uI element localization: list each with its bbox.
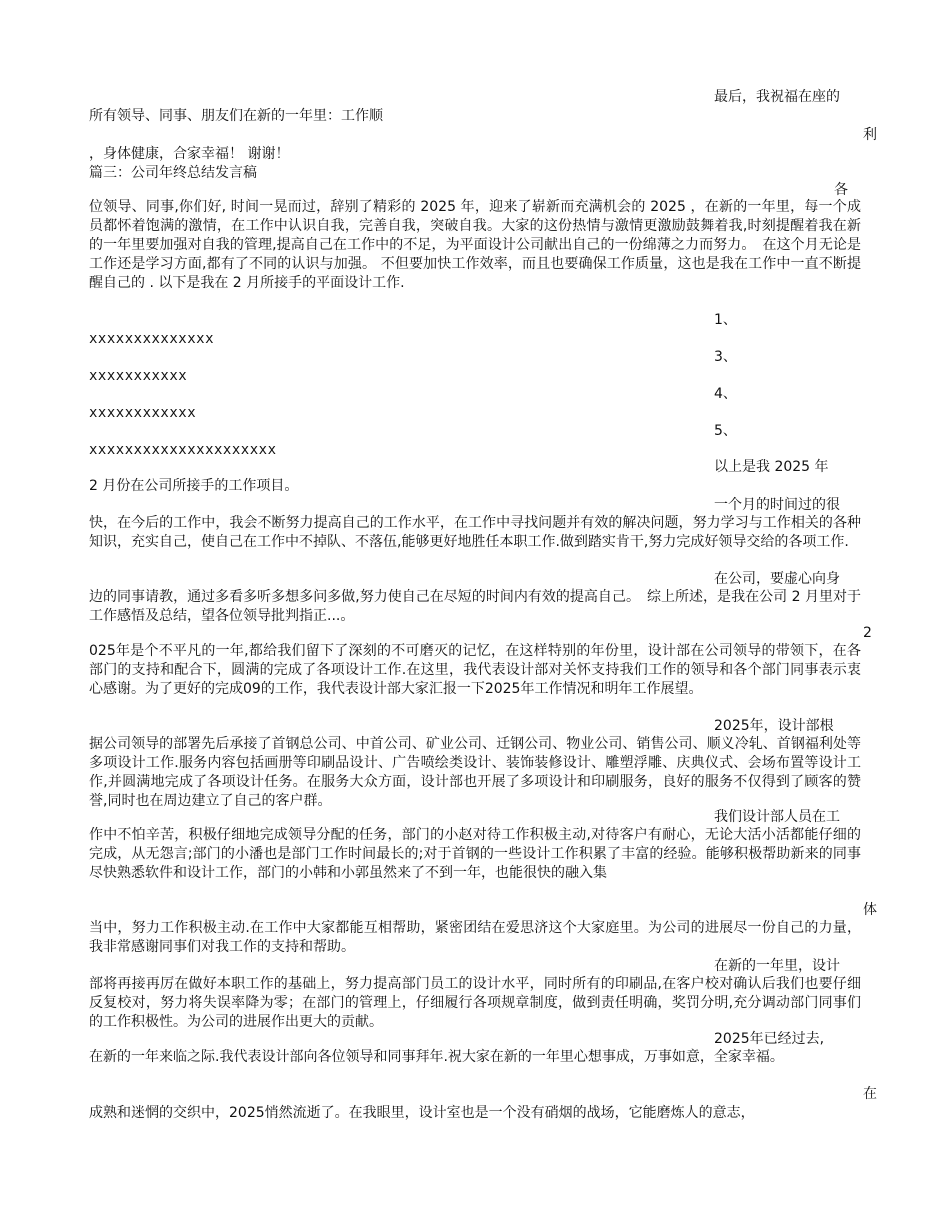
text-line: 所有领导、同事、朋友们在新的一年里：工作顺 [89, 108, 383, 124]
paragraph: 部将再接再厉在做好本职工作的基础上，努力提高部门员工的设计水平，同时所有的印刷品,在客户校对确认后我们也要仔细反复校对，努力将失误率降为零；在部门的管理上，仔细履行各项规章制度，做到责任明确，奖罚分明,充分调动部门同事们的工作积极性。为公司的进展作出更大的贡献。 [89, 976, 861, 1030]
paragraph: 据公司领导的部署先后承接了首钢总公司、中首公司、矿业公司、迁钢公司、物业公司、销售公司、顺义冷轧、首钢福利处等多项设计工作.服务内容包括画册等印刷品设计、广告喷绘类设计、装饰装修设计、雕塑浮雕、庆典仪式、会场布置等设计工作,并圆满地完成了各项设计任务。在服务大众方面，设计部也开展了多项设计和印刷服务，良好的服务不仅得到了顾客的赞誉,同时也在周边建立了自己的客户群。 [89, 736, 861, 809]
text-line: 2025年，设计部根 [714, 718, 834, 734]
text-line: 2 [863, 625, 872, 641]
paragraph: 快，在今后的工作中，我会不断努力提高自己的工作水平，在工作中寻找问题并有效的解决问题，努力学习与工作相关的各种知识，充实自己，使自己在工作中不掉队、不落伍,能够更好地胜任本职工作.做到踏实肯干,努力完成好领导交给的各项工作. [89, 515, 861, 550]
text-line: 体 [863, 902, 877, 918]
text-line: 2 月份在公司所接手的工作项目。 [89, 478, 299, 494]
paragraph: 位领导、同事,你们好, 时间一晃而过，辞别了精彩的 2025 年，迎来了崭新而充满机会的 2025 ，在新的一年里，每一个成员都怀着饱满的激情，在工作中认识自我，完善自我，突破自我。大家的这份热情与激情更激励鼓舞着我,时刻提醒着我在新的一年里要加强对自我的管理,提高自己在工作中的不足，为平面设计公司献出自己的一份绵薄之力而努力。 在这个月无论是工作还是学习方面,都有了不同的认识与加强。 不但要加快工作效率，而且也要确保工作质量，这也是我在工作中一直不断提醒自己的 . 以下是我在 2 月所接手的平面设计工作. [89, 199, 861, 291]
list-number: 3、 [714, 349, 737, 365]
text-line: 一个月的时间过的很 [714, 497, 840, 513]
list-number: 5、 [714, 423, 737, 439]
text-line: ，身体健康，合家幸福！ 谢谢！ [89, 146, 290, 162]
list-item-text: xxxxxxxxxxx [89, 368, 188, 384]
paragraph: 作中不怕辛苦，积极仔细地完成领导分配的任务，部门的小赵对待工作积极主动,对待客户有耐心，无论大活小活都能仔细的完成，从无怨言;部门的小潘也是部门工作时间最长的;对于首钢的一些设计工作积累了丰富的经验。能够积极帮助新来的同事尽快熟悉软件和设计工作，部门的小韩和小郭虽然来了不到一年，也能很快的融入集 [89, 827, 861, 881]
list-number: 4、 [714, 386, 737, 402]
paragraph: 边的同事请教，通过多看多听多想多问多做,努力使自己在尽短的时间内有效的提高自己。 综上所述，是我在公司 2 月里对于工作感悟及总结，望各位领导批判指正...。 [89, 589, 861, 624]
list-number: 1、 [714, 312, 737, 328]
text-line: 各 [834, 182, 848, 198]
paragraph: 成熟和迷惘的交织中，2025悄然流逝了。在我眼里，设计室也是一个没有硝烟的战场，它能磨炼人的意志， [89, 1105, 755, 1121]
text-line: 我们设计部人员在工 [714, 809, 840, 825]
section-heading: 篇三：公司年终总结发言稿 [89, 165, 257, 181]
list-item-text: xxxxxxxxxxxxxx [89, 331, 215, 347]
text-line: 2025年已经过去, [714, 1031, 825, 1047]
list-item-text: xxxxxxxxxxxxxxxxxxxxx [89, 442, 277, 458]
text-line: 在新的一年里，设计 [714, 958, 840, 974]
list-item-text: xxxxxxxxxxxx [89, 405, 197, 421]
paragraph: 在新的一年来临之际.我代表设计部向各位领导和同事拜年.祝大家在新的一年里心想事成，万事如意，全家幸福。 [89, 1049, 784, 1065]
text-line: 最后，我祝福在座的 [714, 89, 840, 105]
paragraph: 当中，努力工作积极主动.在工作中大家都能互相帮助，紧密团结在爱思济这个大家庭里。为公司的进展尽一份自己的力量，我非常感谢同事们对我工作的支持和帮助。 [89, 920, 861, 955]
text-line: 以上是我 2025 年 [714, 459, 829, 475]
text-line: 利 [863, 127, 877, 143]
text-line: 在公司，要虚心向身 [714, 571, 840, 587]
text-line: 在 [863, 1086, 877, 1102]
paragraph: 025年是个不平凡的一年,都给我们留下了深刻的不可磨灭的记忆，在这样特别的年份里，设计部在公司领导的带领下，在各部门的支持和配合下，圆满的完成了各项设计工作.在这里，我代表设计部对关怀支持我们工作的领导和各个部门同事表示衷心感谢。为了更好的完成09的工作，我代表设计部大家汇报一下2025年工作情况和明年工作展望。 [89, 643, 861, 697]
